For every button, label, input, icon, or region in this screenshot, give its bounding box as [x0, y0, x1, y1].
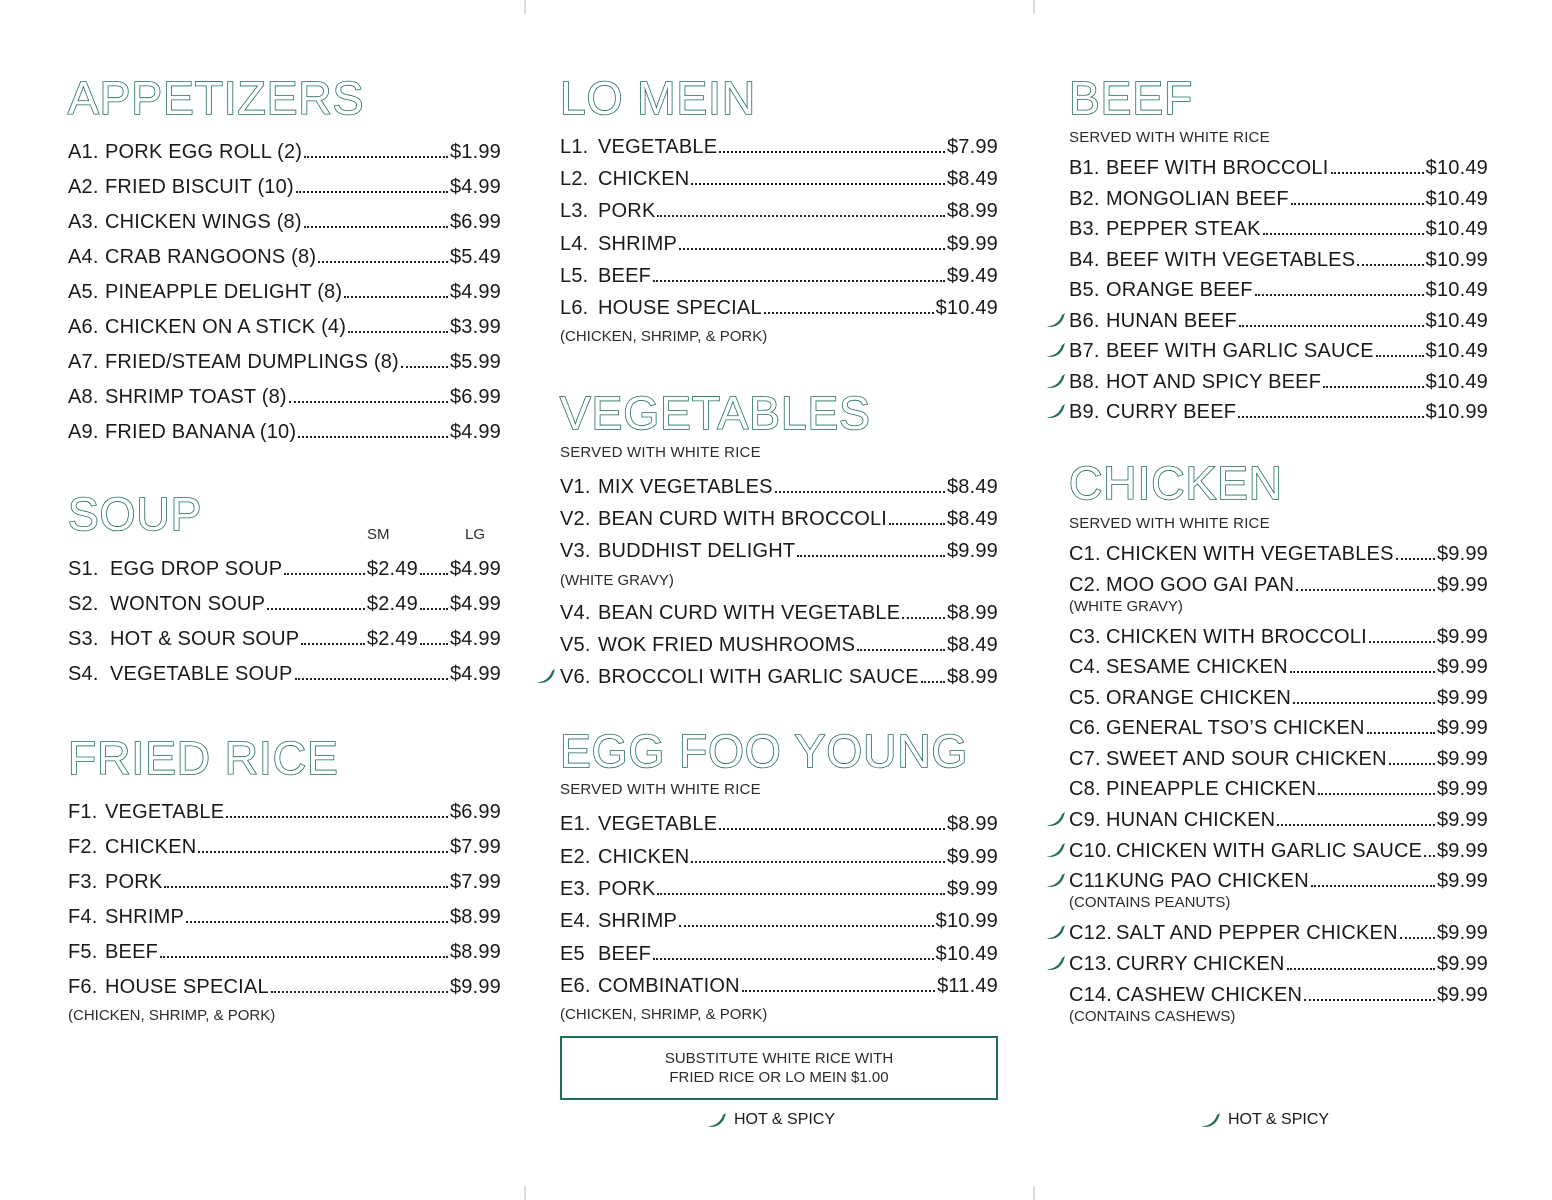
- item-name: CURRY CHICKEN: [1116, 953, 1285, 975]
- item-code: L5.: [560, 265, 589, 287]
- chili-pepper-icon: [1045, 923, 1067, 941]
- section-subtitle: SERVED WITH WHITE RICE: [1069, 515, 1270, 532]
- menu-item: [560, 167, 998, 191]
- item-price-large: $4.99: [449, 558, 501, 580]
- item-name: BEEF WITH VEGETABLES: [1106, 249, 1356, 271]
- menu-item: [68, 175, 501, 199]
- item-name: SWEET AND SOUR CHICKEN: [1106, 748, 1387, 770]
- item-name: PINEAPPLE DELIGHT (8): [105, 281, 343, 303]
- item-name: BEAN CURD WITH BROCCOLI: [598, 508, 888, 530]
- menu-item: [1069, 777, 1488, 801]
- section-title: FRIED RICE: [68, 732, 339, 784]
- item-price: $9.99: [946, 540, 998, 562]
- item-code: C12.: [1069, 922, 1113, 944]
- menu-item: [1069, 278, 1488, 302]
- menu-item: [1069, 686, 1488, 710]
- item-code: B3.: [1069, 218, 1100, 240]
- menu-item: [1069, 248, 1488, 272]
- item-name: CHICKEN WITH BROCCOLI: [1106, 626, 1367, 648]
- menu-item: [560, 539, 998, 563]
- item-note: (WHITE GRAVY): [560, 572, 674, 589]
- chili-pepper-icon: [706, 1111, 728, 1129]
- item-name: SHRIMP: [105, 906, 184, 928]
- item-price: $10.99: [1425, 249, 1488, 271]
- menu-item: [68, 627, 501, 651]
- section-title: EGG FOO YOUNG: [560, 725, 969, 777]
- item-price: $6.99: [449, 801, 501, 823]
- item-name: SHRIMP TOAST (8): [105, 386, 287, 408]
- menu-item: [1069, 808, 1488, 832]
- item-price: $8.99: [449, 941, 501, 963]
- substitute-rice-box: [560, 1036, 998, 1100]
- item-code: C11.: [1069, 870, 1111, 892]
- size-large-header: LG: [465, 526, 486, 543]
- item-code: C2.: [1069, 574, 1101, 596]
- item-price: $10.49: [1425, 371, 1488, 393]
- menu-item: [560, 507, 998, 531]
- menu-item: [560, 199, 998, 223]
- item-name: MONGOLIAN BEEF: [1106, 188, 1289, 210]
- item-note: (CHICKEN, SHRIMP, & PORK): [68, 1007, 276, 1024]
- item-price: $8.49: [946, 168, 998, 190]
- menu-item: [560, 296, 998, 320]
- item-price: $4.99: [449, 176, 501, 198]
- item-price: $10.49: [935, 297, 998, 319]
- menu-item: [1069, 839, 1488, 863]
- fold-mark-top-left: [524, 0, 526, 14]
- menu-item: [68, 905, 501, 929]
- item-code: A1.: [68, 141, 99, 163]
- menu-item: [1069, 339, 1488, 363]
- item-price: $8.99: [946, 200, 998, 222]
- item-code: A4.: [68, 246, 99, 268]
- section-subtitle: SERVED WITH WHITE RICE: [1069, 129, 1270, 146]
- item-code: B9.: [1069, 401, 1100, 423]
- size-small-header: SM: [367, 526, 390, 543]
- item-price: $10.99: [935, 910, 998, 932]
- item-price: $9.99: [1436, 656, 1488, 678]
- item-price-small: $2.49: [366, 628, 418, 650]
- item-price: $7.99: [946, 136, 998, 158]
- item-price: $9.99: [1436, 984, 1488, 1006]
- item-price: $9.99: [1436, 543, 1488, 565]
- item-price: $9.99: [946, 878, 998, 900]
- item-code: V2.: [560, 508, 591, 530]
- item-name: CASHEW CHICKEN: [1116, 984, 1303, 1006]
- section-subtitle: SERVED WITH WHITE RICE: [560, 444, 761, 461]
- menu-item: [1069, 400, 1488, 424]
- item-code: V6.: [560, 666, 591, 688]
- item-code: C1.: [1069, 543, 1101, 565]
- item-price: $8.99: [946, 666, 998, 688]
- item-note: (CHICKEN, SHRIMP, & PORK): [560, 1006, 768, 1023]
- item-price: $5.49: [449, 246, 501, 268]
- menu-item: [1069, 625, 1488, 649]
- item-price: $9.99: [1436, 687, 1488, 709]
- item-note: (WHITE GRAVY): [1069, 598, 1183, 615]
- item-code: F6.: [68, 976, 98, 998]
- item-price-large: $4.99: [449, 628, 501, 650]
- item-price: $8.99: [946, 813, 998, 835]
- item-name: GENERAL TSO’S CHICKEN: [1106, 717, 1365, 739]
- section-title: CHICKEN: [1069, 457, 1284, 509]
- item-name: BEEF: [598, 943, 652, 965]
- item-code: B1.: [1069, 157, 1100, 179]
- item-price-small: $2.49: [366, 593, 418, 615]
- menu-item: [1069, 952, 1488, 976]
- item-name: SHRIMP: [598, 233, 677, 255]
- item-code: L3.: [560, 200, 589, 222]
- item-price: $5.99: [449, 351, 501, 373]
- item-code: A6.: [68, 316, 99, 338]
- item-name: CHICKEN: [105, 836, 197, 858]
- chili-pepper-icon: [1045, 954, 1067, 972]
- item-name: MIX VEGETABLES: [598, 476, 773, 498]
- item-name: CHICKEN WITH VEGETABLES: [1106, 543, 1394, 565]
- item-code: S4.: [68, 663, 99, 685]
- item-name: HUNAN CHICKEN: [1106, 809, 1276, 831]
- item-price: $6.99: [449, 386, 501, 408]
- item-name: HOUSE SPECIAL: [598, 297, 762, 319]
- menu-item: [68, 800, 501, 824]
- menu-item: [560, 633, 998, 657]
- menu-item: [1069, 156, 1488, 180]
- menu-item: [68, 557, 501, 581]
- item-price: $9.99: [1436, 574, 1488, 596]
- item-note: (CONTAINS CASHEWS): [1069, 1008, 1236, 1025]
- item-name: PEPPER STEAK: [1106, 218, 1261, 240]
- menu-item: [560, 135, 998, 159]
- item-code: C3.: [1069, 626, 1101, 648]
- item-name: BEEF: [105, 941, 159, 963]
- item-price: $3.99: [449, 316, 501, 338]
- item-code: L1.: [560, 136, 589, 158]
- item-name: VEGETABLE: [598, 136, 718, 158]
- section-title: SOUP: [68, 488, 203, 540]
- item-code: C9.: [1069, 809, 1101, 831]
- item-name: MOO GOO GAI PAN: [1106, 574, 1295, 596]
- item-price: $9.99: [1436, 809, 1488, 831]
- item-price: $10.49: [935, 943, 998, 965]
- menu-item: [68, 350, 501, 374]
- item-code: C4.: [1069, 656, 1101, 678]
- item-price: $7.99: [449, 836, 501, 858]
- menu-item: [68, 245, 501, 269]
- item-name: FRIED/STEAM DUMPLINGS (8): [105, 351, 399, 373]
- item-price: $9.99: [1436, 778, 1488, 800]
- item-name: SESAME CHICKEN: [1106, 656, 1288, 678]
- section-title: APPETIZERS: [68, 72, 365, 124]
- item-code: S3.: [68, 628, 99, 650]
- item-code: A3.: [68, 211, 99, 233]
- chili-pepper-icon: [1045, 841, 1067, 859]
- chili-pepper-icon: [1045, 871, 1067, 889]
- item-code: E6.: [560, 975, 591, 997]
- item-name: VEGETABLE: [105, 801, 225, 823]
- item-price: $8.49: [946, 634, 998, 656]
- item-name: CHICKEN: [598, 846, 690, 868]
- menu-item: [560, 601, 998, 625]
- item-price: $9.99: [1436, 840, 1488, 862]
- legend-label: HOT & SPICY: [1228, 1111, 1330, 1128]
- item-code: A5.: [68, 281, 99, 303]
- item-code: C10.: [1069, 840, 1113, 862]
- section-title: LO MEIN: [560, 72, 757, 124]
- menu-item: [560, 264, 998, 288]
- item-name: ORANGE CHICKEN: [1106, 687, 1292, 709]
- menu-item: [1069, 869, 1488, 893]
- item-name: PINEAPPLE CHICKEN: [1106, 778, 1317, 800]
- menu-item: [560, 475, 998, 499]
- item-name: HOT AND SPICY BEEF: [1106, 371, 1322, 393]
- item-name: EGG DROP SOUP: [110, 558, 283, 580]
- menu-item: [1069, 187, 1488, 211]
- fold-mark-bottom-left: [524, 1186, 526, 1200]
- item-code: L2.: [560, 168, 589, 190]
- item-code: E3.: [560, 878, 591, 900]
- hot-spicy-legend: [706, 1111, 835, 1129]
- menu-item: [1069, 983, 1488, 1007]
- menu-item: [1069, 655, 1488, 679]
- item-name: VEGETABLE: [598, 813, 718, 835]
- item-price: $9.99: [1436, 748, 1488, 770]
- item-name: PORK: [105, 871, 163, 893]
- item-name: BEEF WITH GARLIC SAUCE: [1106, 340, 1374, 362]
- item-name: PORK: [598, 878, 656, 900]
- fold-mark-top-right: [1033, 0, 1035, 14]
- item-price: $9.99: [946, 846, 998, 868]
- item-code: C7.: [1069, 748, 1101, 770]
- menu-item: [560, 909, 998, 933]
- chili-pepper-icon: [1045, 341, 1067, 359]
- menu-item: [1069, 716, 1488, 740]
- item-name: PORK EGG ROLL (2): [105, 141, 303, 163]
- item-code: F1.: [68, 801, 98, 823]
- item-price: $10.49: [1425, 188, 1488, 210]
- item-price: $8.99: [946, 602, 998, 624]
- menu-item: [68, 870, 501, 894]
- item-name: ORANGE BEEF: [1106, 279, 1253, 301]
- item-code: V5.: [560, 634, 591, 656]
- item-code: V1.: [560, 476, 591, 498]
- item-code: E2.: [560, 846, 591, 868]
- item-price: $8.99: [449, 906, 501, 928]
- item-name: VEGETABLE SOUP: [110, 663, 293, 685]
- item-name: SHRIMP: [598, 910, 677, 932]
- item-price: $9.99: [1436, 717, 1488, 739]
- item-price: $9.99: [1436, 870, 1488, 892]
- item-code: C6.: [1069, 717, 1101, 739]
- item-price: $9.99: [1436, 626, 1488, 648]
- item-name: CHICKEN WITH GARLIC SAUCE: [1116, 840, 1423, 862]
- menu-item: [68, 835, 501, 859]
- item-code: L4.: [560, 233, 589, 255]
- chili-pepper-icon: [535, 667, 557, 685]
- item-name: KUNG PAO CHICKEN: [1106, 870, 1309, 892]
- item-price: $10.99: [1425, 401, 1488, 423]
- menu-item: [1069, 573, 1488, 597]
- item-code: S1.: [68, 558, 99, 580]
- menu-item: [560, 877, 998, 901]
- menu-item: [68, 315, 501, 339]
- chili-pepper-icon: [1045, 311, 1067, 329]
- item-note: (CHICKEN, SHRIMP, & PORK): [560, 328, 768, 345]
- item-price: $10.49: [1425, 279, 1488, 301]
- menu-item: [68, 975, 501, 999]
- chili-pepper-icon: [1045, 372, 1067, 390]
- item-code: F4.: [68, 906, 98, 928]
- menu-item: [560, 974, 998, 998]
- menu-item: [1069, 309, 1488, 333]
- menu-item: [1069, 542, 1488, 566]
- item-price: $4.99: [449, 281, 501, 303]
- item-name: PORK: [598, 200, 656, 222]
- menu-item: [68, 210, 501, 234]
- chili-pepper-icon: [1045, 810, 1067, 828]
- item-code: B4.: [1069, 249, 1100, 271]
- item-name: FRIED BANANA (10): [105, 421, 297, 443]
- item-price: $8.49: [946, 476, 998, 498]
- item-code: E1.: [560, 813, 591, 835]
- item-code: F5.: [68, 941, 98, 963]
- item-price-large: $4.99: [449, 593, 501, 615]
- item-code: B7.: [1069, 340, 1100, 362]
- item-name: BEEF WITH BROCCOLI: [1106, 157, 1329, 179]
- menu-item: [560, 812, 998, 836]
- menu-item: [1069, 747, 1488, 771]
- item-code: A8.: [68, 386, 99, 408]
- menu-item: [1069, 370, 1488, 394]
- item-code: V4.: [560, 602, 591, 624]
- legend-label: HOT & SPICY: [734, 1111, 836, 1128]
- item-name: CURRY BEEF: [1106, 401, 1237, 423]
- menu-item: [68, 385, 501, 409]
- item-name: BUDDHIST DELIGHT: [598, 540, 796, 562]
- item-name: HOT & SOUR SOUP: [110, 628, 300, 650]
- item-code: E4.: [560, 910, 591, 932]
- item-code: A2.: [68, 176, 99, 198]
- item-code: A9.: [68, 421, 99, 443]
- item-price: $9.99: [449, 976, 501, 998]
- item-code: C5.: [1069, 687, 1101, 709]
- menu-item: [68, 662, 501, 686]
- item-price: $10.49: [1425, 218, 1488, 240]
- section-title: VEGETABLES: [560, 387, 871, 439]
- item-name: WONTON SOUP: [110, 593, 266, 615]
- chili-pepper-icon: [1045, 402, 1067, 420]
- item-price: $7.99: [449, 871, 501, 893]
- menu-item: [68, 140, 501, 164]
- item-note: (CONTAINS PEANUTS): [1069, 894, 1231, 911]
- item-name: BEAN CURD WITH VEGETABLE: [598, 602, 901, 624]
- item-name: SALT AND PEPPER CHICKEN: [1116, 922, 1398, 944]
- item-name: WOK FRIED MUSHROOMS: [598, 634, 856, 656]
- item-price: $1.99: [449, 141, 501, 163]
- item-price-large: $4.99: [449, 663, 501, 685]
- item-name: CHICKEN: [598, 168, 690, 190]
- item-code: B2.: [1069, 188, 1100, 210]
- item-price: $9.99: [1436, 922, 1488, 944]
- item-name: BEEF: [598, 265, 652, 287]
- substitute-line-2: FRIED RICE OR LO MEIN $1.00: [669, 1069, 889, 1086]
- item-name: BROCCOLI WITH GARLIC SAUCE: [598, 666, 919, 688]
- menu-item: [1069, 217, 1488, 241]
- fold-mark-bottom-right: [1033, 1186, 1035, 1200]
- item-code: V3.: [560, 540, 591, 562]
- item-code: L6.: [560, 297, 589, 319]
- item-price: $9.49: [946, 265, 998, 287]
- item-name: HOUSE SPECIAL: [105, 976, 269, 998]
- item-price: $4.99: [449, 421, 501, 443]
- item-code: F3.: [68, 871, 98, 893]
- item-price: $10.49: [1425, 157, 1488, 179]
- item-name: COMBINATION: [598, 975, 740, 997]
- hot-spicy-legend: [1200, 1111, 1329, 1129]
- item-code: C14.: [1069, 984, 1113, 1006]
- menu-item: [68, 420, 501, 444]
- item-code: F2.: [68, 836, 98, 858]
- item-price: $9.99: [1436, 953, 1488, 975]
- menu-item: [68, 280, 501, 304]
- item-price: $9.99: [946, 233, 998, 255]
- section-title: BEEF: [1069, 72, 1194, 124]
- item-price: $10.49: [1425, 310, 1488, 332]
- item-code: S2.: [68, 593, 99, 615]
- menu-item: [68, 592, 501, 616]
- item-name: CHICKEN WINGS (8): [105, 211, 302, 233]
- item-code: B6.: [1069, 310, 1100, 332]
- item-name: CHICKEN ON A STICK (4): [105, 316, 347, 338]
- item-name: CRAB RANGOONS (8): [105, 246, 317, 268]
- item-name: FRIED BISCUIT (10): [105, 176, 294, 198]
- item-price: $11.49: [937, 975, 998, 997]
- item-name: HUNAN BEEF: [1106, 310, 1237, 332]
- menu-item: [1069, 921, 1488, 945]
- substitute-line-1: SUBSTITUTE WHITE RICE WITH: [664, 1050, 894, 1067]
- menu-item: [560, 665, 998, 689]
- item-price: $10.49: [1425, 340, 1488, 362]
- item-code: B5.: [1069, 279, 1100, 301]
- item-code: C8.: [1069, 778, 1101, 800]
- menu-item: [560, 942, 998, 966]
- item-code: C13.: [1069, 953, 1113, 975]
- item-code: A7.: [68, 351, 99, 373]
- item-price: $6.99: [449, 211, 501, 233]
- menu-item: [68, 940, 501, 964]
- item-code: E5: [560, 943, 585, 965]
- section-subtitle: SERVED WITH WHITE RICE: [560, 781, 761, 798]
- item-price: $8.49: [946, 508, 998, 530]
- item-code: B8.: [1069, 371, 1100, 393]
- menu-item: [560, 845, 998, 869]
- menu-item: [560, 232, 998, 256]
- item-price-small: $2.49: [366, 558, 418, 580]
- chili-pepper-icon: [1200, 1111, 1222, 1129]
